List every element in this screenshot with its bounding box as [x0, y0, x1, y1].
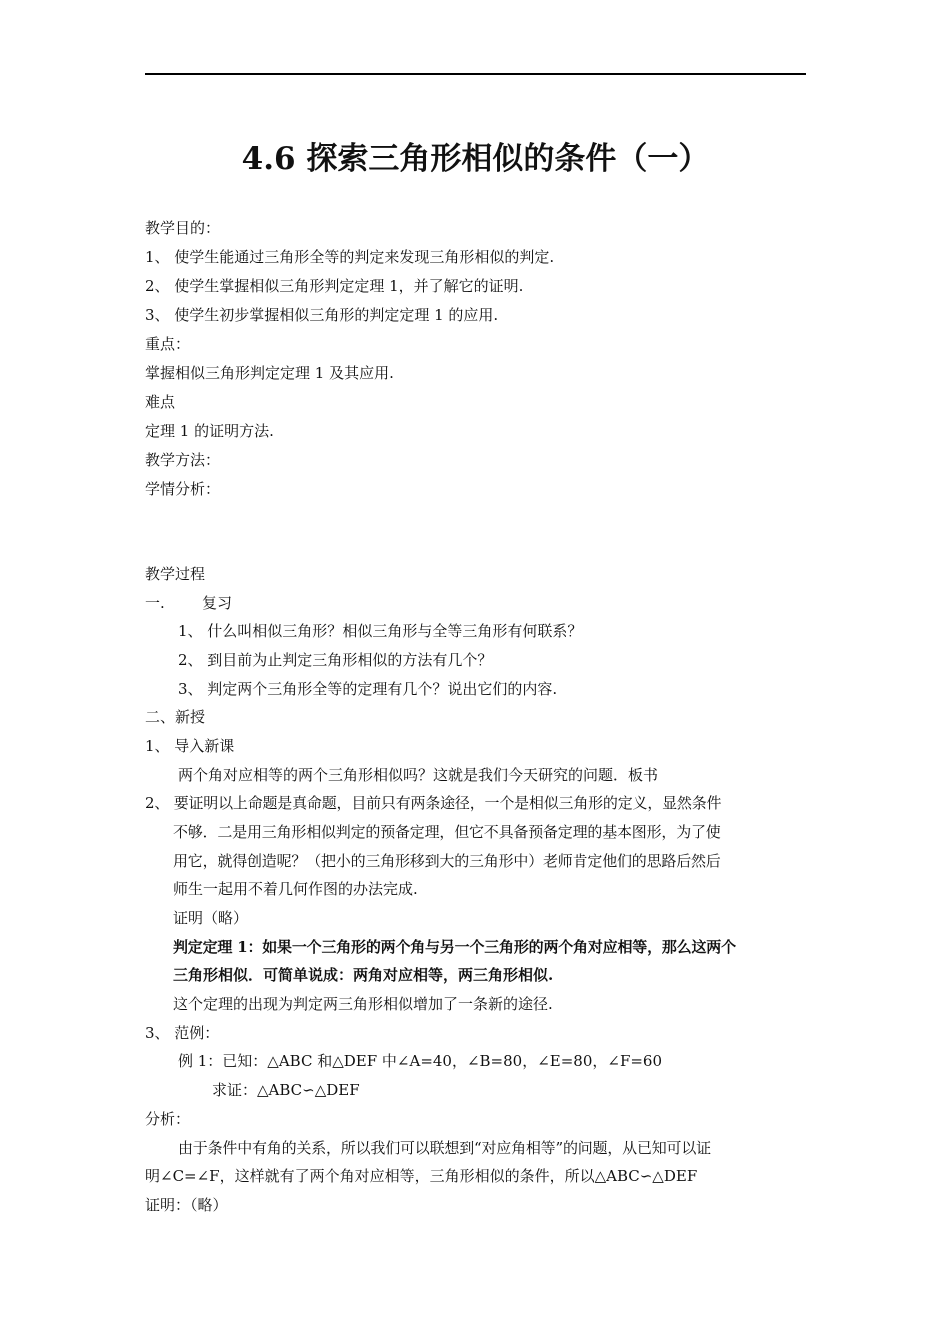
review-question: 2、 到目前为止判定三角形相似的方法有几个？ — [178, 651, 493, 669]
theorem-statement: 判定定理 1：如果一个三角形的两个角与另一个三角形的两个角对应相等，那么这两个 — [173, 938, 736, 956]
step-paragraph-continued: 师生一起用不着几何作图的办法完成. — [173, 880, 418, 898]
keypoint-text: 掌握相似三角形判定定理 1 及其应用. — [145, 364, 394, 382]
analysis-text: 由于条件中有角的关系，所以我们可以联想到“对应角相等”的问题，从已知可以证 — [178, 1139, 711, 1157]
step-paragraph: 2、 要证明以上命题是真命题，目前只有两条途径，一个是相似三角形的定义，显然条件 — [145, 794, 722, 812]
header-rule — [145, 73, 806, 75]
objective-item: 2、 使学生掌握相似三角形判定定理 1，并了解它的证明. — [145, 277, 524, 295]
intro-text: 两个角对应相等的两个三角形相似吗？这就是我们今天研究的问题．板书 — [178, 766, 659, 784]
section-method-heading: 教学方法： — [145, 451, 221, 469]
difficulty-text: 定理 1 的证明方法. — [145, 422, 274, 440]
section-analysis-heading: 学情分析： — [145, 480, 221, 498]
example-given: 例 1：已知：△ABC 和△DEF 中∠A=40，∠B=80，∠E=80，∠F=60 — [178, 1052, 663, 1070]
page-title: 4.6 探索三角形相似的条件（一） — [241, 141, 710, 177]
review-question: 1、 什么叫相似三角形？相似三角形与全等三角形有何联系？ — [178, 622, 583, 640]
review-question: 3、 判定两个三角形全等的定理有几个？说出它们的内容. — [178, 680, 558, 698]
section-objectives-heading: 教学目的： — [145, 219, 221, 237]
part-one-number: 一. — [145, 594, 165, 612]
step-paragraph-continued: 用它，就得创造呢？（把小的三角形移到大的三角形中）老师肯定他们的思路后然后 — [173, 852, 721, 870]
section-keypoints-heading: 重点： — [145, 335, 191, 353]
proof-heading: 证明：（略） — [145, 1196, 228, 1214]
analysis-heading: 分析： — [145, 1110, 191, 1128]
example-prove: 求证：△ABC∽△DEF — [212, 1081, 360, 1099]
part-two-heading: 二、新授 — [145, 708, 206, 726]
objective-item: 3、 使学生初步掌握相似三角形的判定定理 1 的应用. — [145, 306, 499, 324]
proof-omitted: 证明（略） — [173, 909, 249, 927]
theorem-statement-continued: 三角形相似．可简单说成：两角对应相等，两三角形相似. — [173, 966, 554, 984]
objective-item: 1、 使学生能通过三角形全等的判定来发现三角形相似的判定. — [145, 248, 555, 266]
step-heading: 3、 范例： — [145, 1024, 220, 1042]
section-difficulty-heading: 难点 — [145, 393, 176, 411]
section-process-heading: 教学过程 — [145, 565, 206, 583]
analysis-text-continued: 明∠C=∠F，这样就有了两个角对应相等，三角形相似的条件，所以△ABC∽△DEF — [145, 1167, 698, 1185]
step-paragraph-continued: 不够．二是用三角形相似判定的预备定理，但它不具备预备定理的基本图形，为了使 — [173, 823, 721, 841]
theorem-remark: 这个定理的出现为判定两三角形相似增加了一条新的途径. — [173, 995, 553, 1013]
step-heading: 1、 导入新课 — [145, 737, 235, 755]
part-one-title: 复习 — [202, 594, 233, 612]
